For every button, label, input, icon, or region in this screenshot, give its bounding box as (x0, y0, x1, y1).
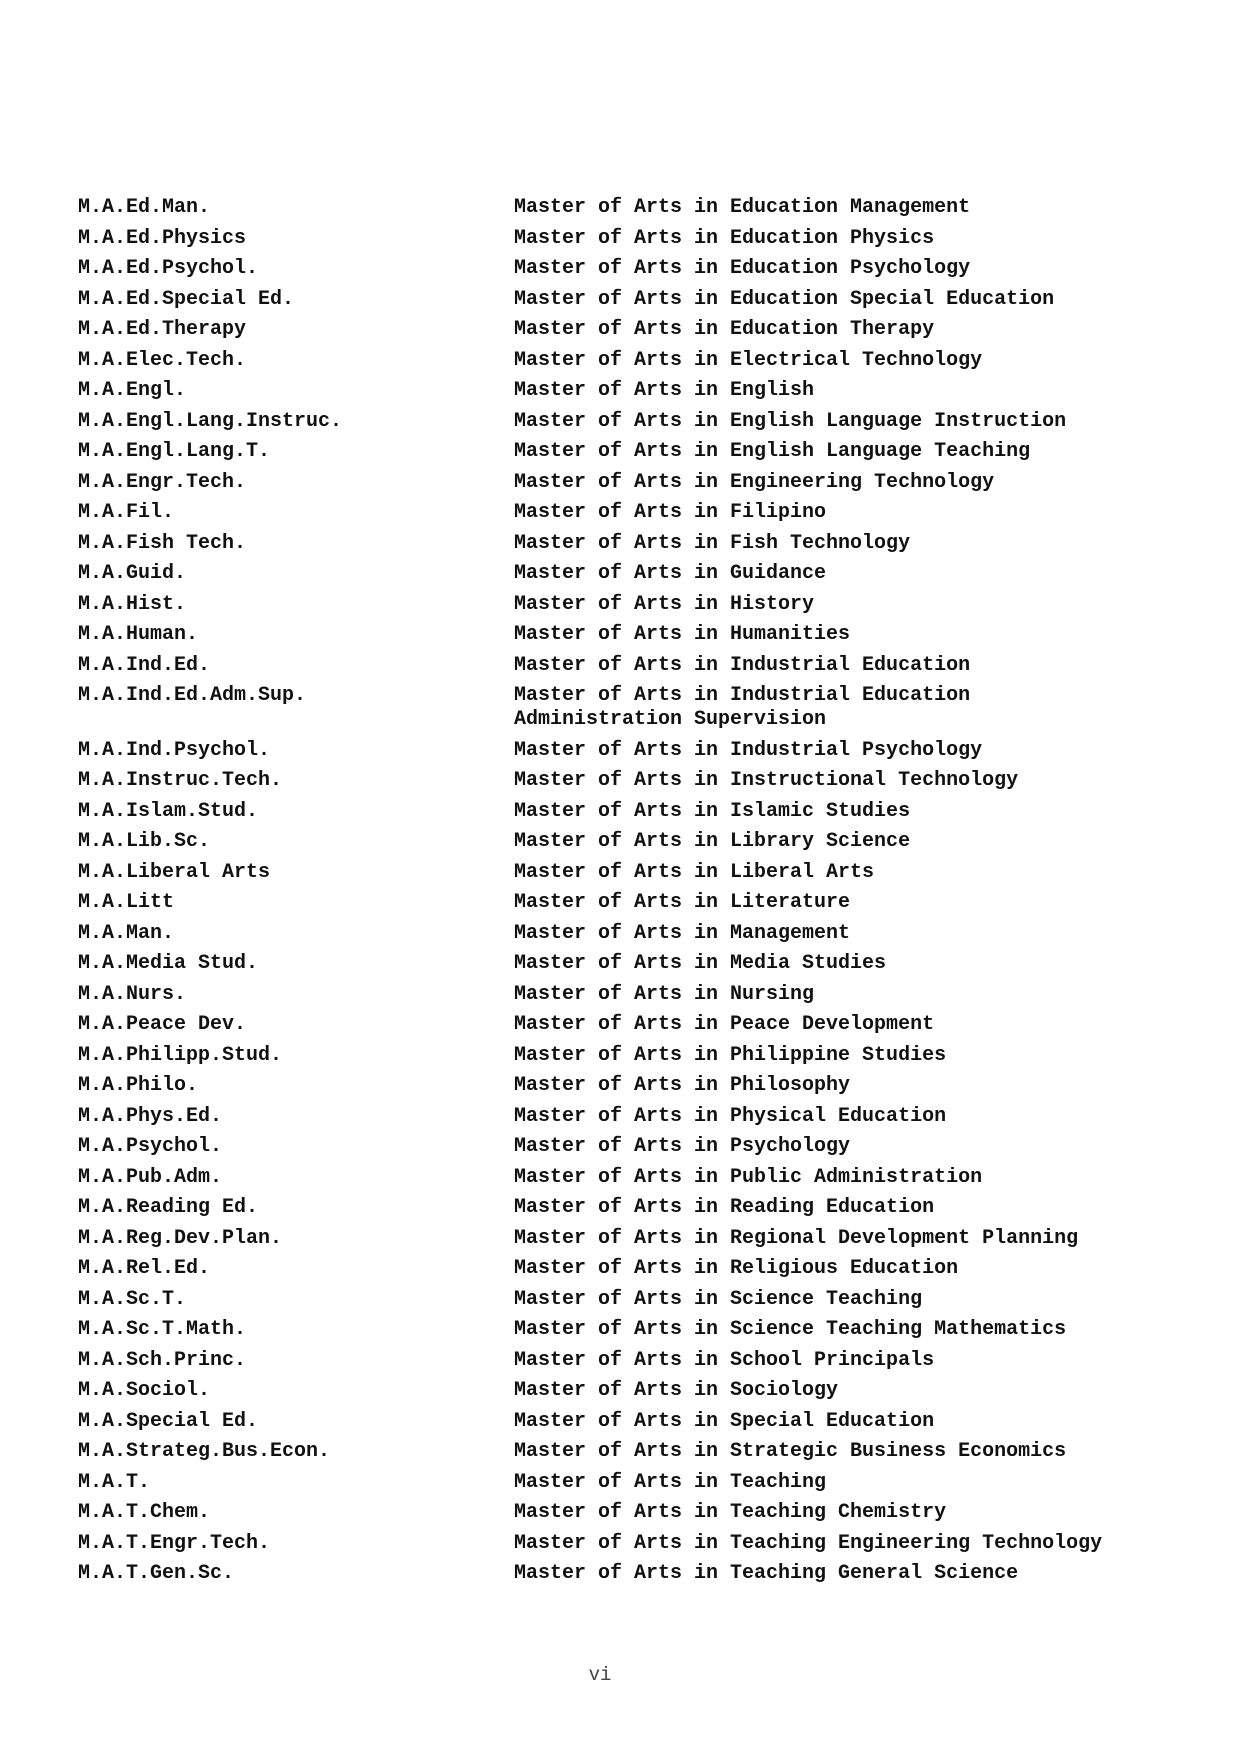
abbreviation: M.A.Engr.Tech. (78, 470, 247, 494)
abbreviation: M.A.Liberal Arts (78, 860, 271, 884)
abbreviation-row (78, 1013, 1178, 1037)
abbreviation-meaning: Master of Arts in Literature (514, 891, 851, 914)
abbreviation: M.A.Sc.T. (78, 1287, 187, 1311)
abbreviation: M.A.Ed.Man. (78, 196, 211, 219)
abbreviation-meaning: Master of Arts in Science Teaching Mathematics (514, 1318, 1067, 1341)
abbreviation-row (78, 1501, 1178, 1525)
abbreviation-meaning: Master of Arts in English Language Teaching (514, 440, 1031, 463)
abbreviation: M.A.Reading Ed. (78, 1196, 259, 1219)
abbreviation: M.A.Strateg.Bus.Econ. (78, 1440, 331, 1463)
abbreviation-meaning: Master of Arts in Sociology (514, 1379, 839, 1402)
abbreviation-row (78, 1227, 1178, 1251)
abbreviation-meaning: Master of Arts in Islamic Studies (514, 799, 911, 823)
abbreviation-meaning: Master of Arts in Education Psychology (514, 257, 971, 280)
abbreviation-meaning: Master of Arts in Regional Development Planning (514, 1226, 1079, 1250)
abbreviation-row (78, 623, 1178, 647)
abbreviation-row (78, 1562, 1178, 1586)
abbreviation-meaning: Master of Arts in Physical Education (514, 1104, 947, 1128)
abbreviation: M.A.Litt (78, 891, 175, 914)
abbreviation-meaning: Master of Arts in Education Special Education (514, 287, 1055, 311)
abbreviation-row (78, 654, 1178, 678)
abbreviation: M.A.Media Stud. (78, 952, 259, 975)
abbreviation-meaning: Master of Arts in Engineering Technology (514, 470, 995, 494)
abbreviation-row (78, 983, 1178, 1007)
abbreviation-row (78, 1044, 1178, 1068)
abbreviation: M.A.T. (78, 1470, 151, 1494)
abbreviation-row (78, 769, 1178, 793)
abbreviation: M.A.T.Chem. (78, 1501, 211, 1524)
abbreviation-row (78, 379, 1178, 403)
abbreviation: M.A.Elec.Tech. (78, 348, 247, 372)
abbreviation: M.A.T.Engr.Tech. (78, 1531, 271, 1555)
abbreviation-row (78, 440, 1178, 464)
abbreviation-meaning: Master of Arts in Peace Development (514, 1013, 935, 1036)
abbreviation: M.A.Nurs. (78, 982, 187, 1006)
abbreviation-meaning: Master of Arts in Teaching General Science (514, 1562, 1019, 1585)
abbreviation-meaning: Master of Arts in Education Management (514, 196, 971, 219)
abbreviation-meaning: Master of Arts in Electrical Technology (514, 348, 983, 372)
abbreviation-row (78, 1410, 1178, 1434)
abbreviation: M.A.Phys.Ed. (78, 1104, 223, 1128)
abbreviation-row (78, 1349, 1178, 1373)
abbreviation: M.A.Ind.Ed.Adm.Sup. (78, 684, 307, 707)
abbreviation-row (78, 952, 1178, 976)
abbreviation-meaning: Master of Arts in Nursing (514, 982, 815, 1006)
abbreviation: M.A.Rel.Ed. (78, 1257, 211, 1280)
abbreviation-meaning: Master of Arts in Management (514, 921, 851, 945)
abbreviation-row (78, 1257, 1178, 1281)
abbreviation-meaning: Master of Arts in Strategic Business Economics (514, 1440, 1067, 1463)
abbreviation: M.A.Ed.Therapy (78, 318, 247, 341)
abbreviation-row (78, 349, 1178, 373)
abbreviation-row (78, 922, 1178, 946)
abbreviation: M.A.Sociol. (78, 1379, 211, 1402)
abbreviation-row (78, 1471, 1178, 1495)
abbreviation-row (78, 739, 1178, 763)
abbreviation-row (78, 861, 1178, 885)
abbreviation-meaning: Master of Arts in Industrial Education (514, 653, 971, 677)
abbreviation-meaning: Master of Arts in Humanities (514, 623, 851, 646)
abbreviation: M.A.Peace Dev. (78, 1013, 247, 1036)
abbreviation: M.A.Engl.Lang.T. (78, 440, 271, 463)
abbreviation-row (78, 471, 1178, 495)
abbreviation: M.A.Man. (78, 921, 175, 945)
abbreviation-meaning: Master of Arts in Science Teaching (514, 1287, 923, 1311)
abbreviation-meaning: Master of Arts in Library Science (514, 830, 911, 853)
abbreviation-row (78, 830, 1178, 854)
abbreviation-row (78, 318, 1178, 342)
abbreviation-meaning: Master of Arts in English (514, 379, 815, 402)
abbreviation-row (78, 257, 1178, 281)
abbreviation-meaning: Master of Arts in Filipino (514, 501, 827, 524)
abbreviation: M.A.Special Ed. (78, 1409, 259, 1433)
abbreviation-row (78, 593, 1178, 617)
abbreviation: M.A.Ind.Psychol. (78, 738, 271, 762)
abbreviation: M.A.Islam.Stud. (78, 799, 259, 823)
abbreviation: M.A.Human. (78, 623, 199, 646)
abbreviation-row (78, 891, 1178, 915)
abbreviation-row (78, 196, 1178, 220)
abbreviation: M.A.T.Gen.Sc. (78, 1562, 235, 1585)
abbreviation: M.A.Sc.T.Math. (78, 1318, 247, 1341)
abbreviation: M.A.Guid. (78, 562, 187, 585)
abbreviation: M.A.Philipp.Stud. (78, 1043, 283, 1067)
abbreviation-meaning: Master of Arts in Guidance (514, 562, 827, 585)
abbreviation-list (78, 196, 1178, 1593)
abbreviation-row (78, 288, 1178, 312)
abbreviation-meaning: Master of Arts in Philippine Studies (514, 1043, 947, 1067)
abbreviation-meaning: Master of Arts in Teaching Chemistry (514, 1501, 947, 1524)
abbreviation-row (78, 1196, 1178, 1220)
abbreviation-meaning: Master of Arts in Psychology (514, 1135, 851, 1158)
abbreviation: M.A.Lib.Sc. (78, 830, 211, 853)
abbreviation-row (78, 684, 1178, 732)
abbreviation-row (78, 1440, 1178, 1464)
abbreviation-row (78, 1105, 1178, 1129)
abbreviation-row (78, 410, 1178, 434)
abbreviation: M.A.Philo. (78, 1074, 199, 1097)
abbreviation-meaning: Master of Arts in Philosophy (514, 1074, 851, 1097)
abbreviation-row (78, 1135, 1178, 1159)
abbreviation-row (78, 1532, 1178, 1556)
abbreviation: M.A.Ed.Psychol. (78, 257, 259, 280)
abbreviation-meaning: Master of Arts in Liberal Arts (514, 860, 875, 884)
abbreviation-row (78, 227, 1178, 251)
abbreviation-meaning: Master of Arts in Special Education (514, 1409, 935, 1433)
abbreviation-meaning: Master of Arts in Teaching Engineering Technology (514, 1531, 1103, 1555)
abbreviation-meaning: Master of Arts in Religious Education (514, 1257, 959, 1280)
abbreviation: M.A.Ed.Special Ed. (78, 287, 295, 311)
abbreviation: M.A.Pub.Adm. (78, 1165, 223, 1189)
abbreviation-meaning: Master of Arts in Industrial Psychology (514, 738, 983, 762)
abbreviation-row (78, 532, 1178, 556)
abbreviation-row (78, 800, 1178, 824)
abbreviation: M.A.Engl. (78, 379, 187, 402)
abbreviation: M.A.Psychol. (78, 1135, 223, 1158)
abbreviation-meaning: Master of Arts in Public Administration (514, 1165, 983, 1189)
abbreviation-row (78, 1074, 1178, 1098)
abbreviation-row (78, 1166, 1178, 1190)
abbreviation: M.A.Instruc.Tech. (78, 769, 283, 792)
abbreviation: M.A.Ind.Ed. (78, 653, 211, 677)
abbreviation: M.A.Engl.Lang.Instruc. (78, 409, 343, 433)
abbreviation: M.A.Fish Tech. (78, 531, 247, 555)
page-number: vi (588, 1664, 612, 1686)
abbreviation-meaning: Master of Arts in Education Therapy (514, 318, 935, 341)
abbreviation-meaning: Master of Arts in Reading Education (514, 1196, 935, 1219)
abbreviation-row (78, 562, 1178, 586)
abbreviation-meaning: Master of Arts in School Principals (514, 1348, 935, 1372)
abbreviation-row (78, 1379, 1178, 1403)
abbreviation: M.A.Hist. (78, 592, 187, 616)
abbreviation-meaning: Master of Arts in Teaching (514, 1470, 827, 1494)
abbreviation-meaning: Master of Arts in Industrial Education Administration Supervision (514, 684, 971, 731)
abbreviation: M.A.Sch.Princ. (78, 1348, 247, 1372)
abbreviation-row (78, 501, 1178, 525)
abbreviation-row (78, 1318, 1178, 1342)
abbreviation-meaning: Master of Arts in History (514, 592, 815, 616)
abbreviation-meaning: Master of Arts in Fish Technology (514, 531, 911, 555)
abbreviation-meaning: Master of Arts in Media Studies (514, 952, 887, 975)
abbreviation-meaning: Master of Arts in Education Physics (514, 226, 935, 250)
abbreviation: M.A.Reg.Dev.Plan. (78, 1226, 283, 1250)
abbreviation: M.A.Fil. (78, 501, 175, 524)
abbreviation: M.A.Ed.Physics (78, 226, 247, 250)
abbreviation-row (78, 1288, 1178, 1312)
abbreviation-meaning: Master of Arts in Instructional Technology (514, 769, 1019, 792)
abbreviation-meaning: Master of Arts in English Language Instruction (514, 409, 1067, 433)
